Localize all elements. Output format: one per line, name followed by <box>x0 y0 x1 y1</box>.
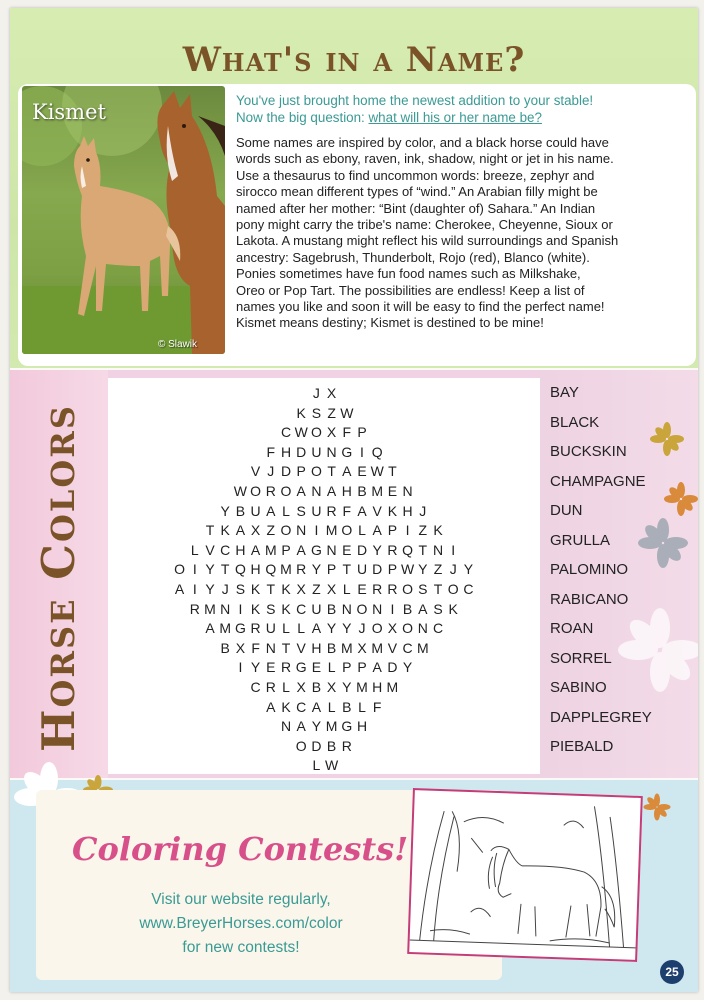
grid-letter[interactable]: T <box>205 522 215 539</box>
word-list-item: RABICANO <box>550 590 629 608</box>
puzzle-title: Horse Colors <box>32 404 85 752</box>
word-list-item: PIEBALD <box>550 738 614 755</box>
grid-letter[interactable]: I <box>192 561 197 578</box>
intro-question: what will his or her name be? <box>368 110 542 125</box>
grid-letter[interactable]: D <box>372 561 383 578</box>
grid-letter[interactable]: R <box>387 580 398 597</box>
grid-row <box>108 756 540 776</box>
grid-letter[interactable]: B <box>342 698 352 715</box>
grid-letter[interactable]: E <box>357 580 367 597</box>
intro-line-2-prefix: Now the big question: <box>236 110 369 125</box>
page-title: What's in a Name? <box>182 40 526 80</box>
grid-letter[interactable]: D <box>311 737 322 754</box>
grid-letter[interactable]: C <box>463 580 474 597</box>
grid-letter[interactable]: F <box>342 424 352 441</box>
word-list <box>540 370 698 778</box>
grid-letter[interactable]: B <box>402 600 413 617</box>
grid-letter[interactable]: K <box>433 522 443 539</box>
article-body-line: Oreo or Pop Tart. The possibilities are endless! Keep a list of <box>236 282 585 298</box>
grid-row <box>108 658 540 678</box>
grid-letter[interactable]: P <box>296 463 306 480</box>
grid-row <box>108 678 540 698</box>
grid-letter[interactable]: X <box>296 580 306 597</box>
grid-letter[interactable]: M <box>416 639 429 656</box>
grid-letter[interactable]: W <box>324 757 339 774</box>
grid-letter[interactable]: I <box>192 580 197 597</box>
grid-letter[interactable]: Y <box>205 580 215 597</box>
grid-letter[interactable]: M <box>340 639 353 656</box>
word-list-item: SORREL <box>550 649 612 667</box>
flower-icon <box>638 518 688 568</box>
word-list-item: ROAN <box>550 620 594 637</box>
grid-letter[interactable]: N <box>280 718 292 735</box>
grid-letter[interactable]: A <box>174 580 185 597</box>
article-body-line: sirocco mean different types of “wind.” An Arabian filly might be <box>236 184 598 200</box>
grid-letter[interactable]: Q <box>265 561 277 578</box>
grid-letter[interactable]: I <box>314 522 319 539</box>
grid-letter[interactable]: B <box>311 678 322 695</box>
photo-credit: © Slawik <box>157 339 197 350</box>
coloring-page-preview <box>407 788 643 962</box>
grid-letter[interactable]: L <box>282 678 290 695</box>
grid-row <box>108 560 540 580</box>
grid-letter[interactable]: X <box>326 424 337 441</box>
grid-letter[interactable]: L <box>358 698 366 715</box>
grid-letter[interactable]: T <box>281 639 291 656</box>
grid-letter[interactable]: T <box>266 580 276 597</box>
grid-row <box>108 619 540 639</box>
grid-letter[interactable]: R <box>372 580 383 597</box>
grid-letter[interactable]: A <box>266 698 276 715</box>
grid-letter[interactable]: E <box>342 541 352 558</box>
horse-photo <box>22 86 225 354</box>
contest-text <box>76 888 406 960</box>
word-search-section <box>10 370 698 778</box>
grid-letter[interactable]: Y <box>372 541 382 558</box>
word-list-item: BAY <box>550 384 579 401</box>
grid-letter[interactable]: F <box>372 698 382 715</box>
grid-row <box>108 639 540 659</box>
grid-letter[interactable]: U <box>311 502 322 519</box>
grid-letter[interactable]: F <box>266 443 276 460</box>
grid-letter[interactable]: B <box>326 737 337 754</box>
grid-row <box>108 521 540 541</box>
grid-letter[interactable]: A <box>205 620 215 637</box>
grid-letter[interactable]: M <box>204 600 216 617</box>
grid-letter[interactable]: E <box>387 482 398 499</box>
grid-letter[interactable]: Y <box>326 620 337 637</box>
grid-letter[interactable]: O <box>341 522 353 539</box>
grid-letter[interactable]: S <box>418 580 428 597</box>
grid-letter[interactable]: Y <box>311 561 322 578</box>
grid-letter[interactable]: H <box>356 718 368 735</box>
grid-letter[interactable]: W <box>294 424 308 441</box>
article-body-line: Use a thesaurus to find uncommon words: breeze, zephyr and <box>236 167 595 183</box>
grid-letter[interactable]: N <box>341 600 352 617</box>
article-body-line: Kismet means destiny; Kismet is destined to be mine! <box>236 315 544 331</box>
grid-letter[interactable]: M <box>325 522 338 539</box>
grid-letter[interactable]: R <box>341 737 352 754</box>
grid-letter[interactable]: O <box>174 561 186 578</box>
grid-letter[interactable]: I <box>451 541 456 558</box>
grid-letter[interactable]: A <box>372 659 382 676</box>
grid-letter[interactable]: M <box>356 678 368 695</box>
grid-letter[interactable]: N <box>326 443 337 460</box>
grid-letter[interactable]: G <box>341 718 353 735</box>
grid-letter[interactable]: L <box>190 541 199 558</box>
grid-letter[interactable]: U <box>265 620 276 637</box>
grid-letter[interactable]: R <box>280 659 292 676</box>
grid-letter[interactable]: O <box>310 463 322 480</box>
grid-letter[interactable]: X <box>296 678 306 695</box>
word-search-grid <box>108 384 540 776</box>
grid-letter[interactable]: O <box>402 620 414 637</box>
grid-letter[interactable]: H <box>341 482 352 499</box>
grid-letter[interactable]: U <box>311 600 322 617</box>
article-body-line: Lakota. A mustang might reflect his wild surroundings and Spanish <box>236 233 619 249</box>
grid-letter[interactable]: H <box>250 561 261 578</box>
grid-letter[interactable]: M <box>371 639 384 656</box>
grid-letter[interactable]: X <box>326 580 337 597</box>
grid-letter[interactable]: H <box>402 502 413 519</box>
grid-letter[interactable]: A <box>296 718 306 735</box>
grid-letter[interactable]: G <box>295 659 307 676</box>
grid-letter[interactable]: V <box>205 541 215 558</box>
grid-letter[interactable]: D <box>280 463 292 480</box>
grid-letter[interactable]: I <box>360 443 364 460</box>
grid-letter[interactable]: S <box>433 600 443 617</box>
grid-letter[interactable]: N <box>402 482 413 499</box>
unicorn-line-drawing <box>409 790 641 960</box>
grid-letter[interactable]: P <box>342 659 352 676</box>
grid-letter[interactable]: A <box>296 541 306 558</box>
grid-letter[interactable]: W <box>400 561 415 578</box>
grid-letter[interactable]: X <box>357 639 367 656</box>
grid-letter[interactable]: K <box>250 600 261 617</box>
grid-letter[interactable]: K <box>387 502 398 519</box>
contest-website-link[interactable]: www.BreyerHorses.com/color <box>139 915 343 932</box>
word-list-item: DUN <box>550 502 583 519</box>
grid-letter[interactable]: P <box>326 561 337 578</box>
grid-row <box>108 384 540 404</box>
grid-row <box>108 443 540 463</box>
word-list-item: CHAMPAGNE <box>550 472 646 490</box>
grid-row <box>108 737 540 757</box>
grid-letter[interactable]: H <box>280 443 292 460</box>
grid-letter[interactable]: N <box>432 541 444 558</box>
grid-letter[interactable]: O <box>402 580 414 597</box>
word-search-box <box>108 378 540 774</box>
grid-letter[interactable]: R <box>265 678 276 695</box>
grid-letter[interactable]: A <box>311 698 322 715</box>
grid-letter[interactable]: T <box>220 561 230 578</box>
grid-letter[interactable]: Y <box>342 678 352 695</box>
grid-letter[interactable]: A <box>418 600 428 617</box>
grid-letter[interactable]: Y <box>418 561 428 578</box>
grid-letter[interactable]: Y <box>205 561 215 578</box>
grid-letter[interactable]: O <box>447 580 459 597</box>
grid-letter[interactable]: L <box>327 659 336 676</box>
grid-letter[interactable]: T <box>418 541 428 558</box>
grid-letter[interactable]: E <box>357 463 367 480</box>
article-body-line: named after her mother: “Bint (daughter of) Sahara.” An Indian <box>236 200 596 216</box>
article-body-line: ancestry: Sagebrush, Thunderbolt, Rojo (red), Blanco (white). <box>236 249 590 265</box>
grid-letter[interactable]: F <box>251 639 260 656</box>
grid-letter[interactable]: Y <box>311 718 322 735</box>
grid-letter[interactable]: B <box>220 639 230 656</box>
grid-letter[interactable]: O <box>310 424 322 441</box>
grid-letter[interactable]: I <box>390 600 395 617</box>
grid-letter[interactable]: R <box>265 482 276 499</box>
grid-letter[interactable]: L <box>312 757 321 774</box>
article-body-line: pony might carry the tribe's name: Cherokee, Cheyenne, Sioux or <box>236 217 613 233</box>
grid-letter[interactable]: C <box>296 600 307 617</box>
grid-letter[interactable]: J <box>358 620 366 637</box>
intro-line-1: You've just brought home the newest addition to your stable! <box>236 93 594 108</box>
article-body-line: Some names are inspired by color, and a black horse could have <box>236 135 609 150</box>
grid-letter[interactable]: P <box>357 424 367 441</box>
grid-letter[interactable]: Y <box>220 502 230 519</box>
grid-letter[interactable]: P <box>357 659 367 676</box>
grid-letter[interactable]: A <box>342 463 352 480</box>
grid-letter[interactable]: B <box>326 600 337 617</box>
grid-letter[interactable]: M <box>371 482 384 499</box>
word-list-item: BLACK <box>550 413 600 431</box>
grid-letter[interactable]: C <box>250 678 261 695</box>
grid-letter[interactable]: J <box>312 385 320 401</box>
grid-letter[interactable]: K <box>250 580 261 597</box>
grid-letter[interactable]: K <box>281 580 291 597</box>
grid-letter[interactable]: N <box>417 620 428 637</box>
grid-letter[interactable]: A <box>311 620 322 637</box>
grid-letter[interactable]: N <box>311 482 322 499</box>
grid-row <box>108 580 540 600</box>
grid-letter[interactable]: T <box>327 463 336 480</box>
grid-row <box>108 698 540 718</box>
flower-icon <box>664 482 698 516</box>
grid-letter[interactable]: K <box>448 600 458 617</box>
grid-letter[interactable]: O <box>295 737 307 754</box>
grid-row <box>108 502 540 522</box>
grid-letter[interactable]: P <box>281 541 291 558</box>
grid-letter[interactable]: U <box>311 443 322 460</box>
grid-letter[interactable]: M <box>386 678 399 695</box>
grid-letter[interactable]: S <box>266 600 276 617</box>
grid-letter[interactable]: F <box>342 502 352 519</box>
grid-letter[interactable]: B <box>357 482 367 499</box>
flower-icon <box>642 792 672 822</box>
grid-letter[interactable]: X <box>326 678 337 695</box>
grid-letter[interactable]: J <box>221 580 229 597</box>
grid-letter[interactable]: T <box>342 561 352 578</box>
grid-letter[interactable]: N <box>372 600 383 617</box>
grid-letter[interactable]: X <box>326 385 337 401</box>
grid-letter[interactable]: Q <box>371 443 383 460</box>
grid-letter[interactable]: M <box>280 561 292 578</box>
grid-row <box>108 423 540 443</box>
grid-letter[interactable]: T <box>433 580 443 597</box>
grid-letter[interactable]: L <box>282 502 290 519</box>
grid-letter[interactable]: J <box>419 502 427 519</box>
grid-letter[interactable]: O <box>280 482 292 499</box>
grid-row <box>108 482 540 502</box>
grid-row <box>108 404 540 424</box>
grid-letter[interactable]: J <box>267 463 275 480</box>
grid-letter[interactable]: P <box>387 522 398 539</box>
grid-letter[interactable]: H <box>235 541 246 558</box>
grid-letter[interactable]: L <box>327 698 336 715</box>
grid-letter[interactable]: S <box>296 502 306 519</box>
intro-text <box>236 92 688 126</box>
grid-letter[interactable]: G <box>341 443 353 460</box>
grid-letter[interactable]: A <box>266 502 276 519</box>
grid-letter[interactable]: A <box>250 541 261 558</box>
article-body-line: names you like and soon it will be easy to find the perfect name! <box>236 299 605 315</box>
grid-letter[interactable]: R <box>250 620 261 637</box>
grid-letter[interactable]: E <box>311 659 322 676</box>
page-number: 25 <box>660 960 684 984</box>
grid-letter[interactable]: U <box>356 561 368 578</box>
grid-letter[interactable]: Z <box>418 522 428 539</box>
grid-row <box>108 600 540 620</box>
intro-line-2 <box>236 109 688 126</box>
grid-letter[interactable]: T <box>388 463 397 480</box>
grid-letter[interactable]: K <box>281 698 291 715</box>
grid-letter[interactable]: L <box>342 580 351 597</box>
grid-letter[interactable]: K <box>296 404 306 421</box>
contest-title: Coloring Contests! <box>72 830 409 868</box>
grid-letter[interactable]: C <box>432 620 444 637</box>
word-list-item: GRULLA <box>550 531 611 549</box>
grid-letter[interactable]: I <box>238 600 243 617</box>
grid-letter[interactable]: I <box>405 522 410 539</box>
grid-letter[interactable]: L <box>282 620 290 637</box>
grid-letter[interactable]: Y <box>463 561 474 578</box>
grid-letter[interactable]: W <box>233 482 247 499</box>
word-list-item: SABINO <box>550 679 607 696</box>
grid-letter[interactable]: N <box>265 639 276 656</box>
grid-letter[interactable]: B <box>235 502 246 519</box>
grid-letter[interactable]: V <box>372 502 382 519</box>
grid-letter[interactable]: E <box>266 659 276 676</box>
contest-section <box>10 780 698 992</box>
grid-letter[interactable]: K <box>281 600 291 617</box>
grid-letter[interactable]: O <box>371 620 383 637</box>
flower-icon <box>618 608 698 692</box>
grid-letter[interactable]: C <box>280 424 292 441</box>
grid-letter[interactable]: M <box>264 541 277 558</box>
grid-letter[interactable]: H <box>311 639 322 656</box>
grid-letter[interactable]: L <box>297 620 306 637</box>
grid-letter[interactable]: V <box>250 463 261 480</box>
grid-letter[interactable]: H <box>372 678 383 695</box>
flower-icon <box>650 422 684 456</box>
article-body <box>236 135 688 332</box>
grid-letter[interactable]: D <box>356 541 368 558</box>
grid-letter[interactable]: M <box>325 718 338 735</box>
grid-letter[interactable]: W <box>340 404 354 421</box>
grid-letter[interactable]: A <box>357 502 367 519</box>
word-list-item: PALOMINO <box>550 561 629 578</box>
grid-letter[interactable]: Y <box>402 659 413 676</box>
puzzle-side-band <box>10 370 108 778</box>
photo-label: Kismet <box>32 100 106 124</box>
word-list-item: DAPPLEGREY <box>550 708 652 726</box>
grid-letter[interactable]: V <box>296 639 306 656</box>
grid-row <box>108 717 540 737</box>
grid-letter[interactable]: A <box>296 482 306 499</box>
grid-letter[interactable]: X <box>235 639 246 656</box>
word-list-item: BUCKSKIN <box>550 443 627 460</box>
grid-letter[interactable]: Z <box>312 580 321 597</box>
grid-letter[interactable]: S <box>235 580 246 597</box>
article-section <box>10 8 698 368</box>
grid-letter[interactable]: I <box>238 659 243 676</box>
grid-letter[interactable]: C <box>296 698 307 715</box>
grid-letter[interactable]: B <box>326 639 337 656</box>
grid-letter[interactable]: N <box>220 600 231 617</box>
grid-letter[interactable]: R <box>296 561 307 578</box>
grid-letter[interactable]: O <box>356 600 368 617</box>
grid-letter[interactable]: M <box>219 620 232 637</box>
grid-letter[interactable]: Z <box>327 404 336 421</box>
grid-letter[interactable]: G <box>234 620 246 637</box>
grid-letter[interactable]: A <box>372 522 382 539</box>
grid-letter[interactable]: C <box>220 541 231 558</box>
grid-letter[interactable]: O <box>280 522 292 539</box>
grid-letter[interactable]: R <box>189 600 200 617</box>
grid-letter[interactable]: A <box>326 482 337 499</box>
grid-letter[interactable]: P <box>387 561 398 578</box>
grid-letter[interactable]: U <box>250 502 261 519</box>
grid-letter[interactable]: Y <box>342 620 352 637</box>
grid-letter[interactable]: Z <box>433 561 443 578</box>
grid-letter[interactable]: D <box>387 659 398 676</box>
grid-letter[interactable]: V <box>387 639 398 656</box>
grid-row <box>108 541 540 561</box>
grid-letter[interactable]: Q <box>234 561 246 578</box>
article-card <box>18 84 696 366</box>
grid-row <box>108 462 540 482</box>
article-body-line: words such as ebony, raven, ink, shadow, night or jet in his name. <box>236 151 614 167</box>
grid-letter[interactable]: W <box>370 463 384 480</box>
grid-letter[interactable]: X <box>387 620 398 637</box>
grid-letter[interactable]: Y <box>250 659 261 676</box>
grid-letter[interactable]: L <box>358 522 366 539</box>
grid-letter[interactable]: S <box>311 404 322 421</box>
grid-letter[interactable]: D <box>296 443 307 460</box>
magazine-page <box>10 8 698 992</box>
horse-illustration <box>22 86 225 354</box>
grid-letter[interactable]: C <box>402 639 413 656</box>
article-body-line: Ponies sometimes have fun food names such as Milkshake, <box>236 266 581 282</box>
grid-letter[interactable]: R <box>387 541 398 558</box>
grid-letter[interactable]: K <box>220 522 230 539</box>
grid-letter[interactable]: N <box>296 522 307 539</box>
grid-letter[interactable]: Q <box>402 541 414 558</box>
contest-line-1: Visit our website regularly, <box>151 891 331 908</box>
grid-letter[interactable]: N <box>326 541 337 558</box>
grid-letter[interactable]: X <box>250 522 261 539</box>
grid-letter[interactable]: R <box>326 502 337 519</box>
grid-letter[interactable]: O <box>250 482 262 499</box>
contest-line-3: for new contests! <box>182 939 300 956</box>
grid-letter[interactable]: J <box>449 561 457 578</box>
grid-letter[interactable]: A <box>235 522 246 539</box>
grid-letter[interactable]: Z <box>266 522 276 539</box>
grid-letter[interactable]: G <box>310 541 322 558</box>
